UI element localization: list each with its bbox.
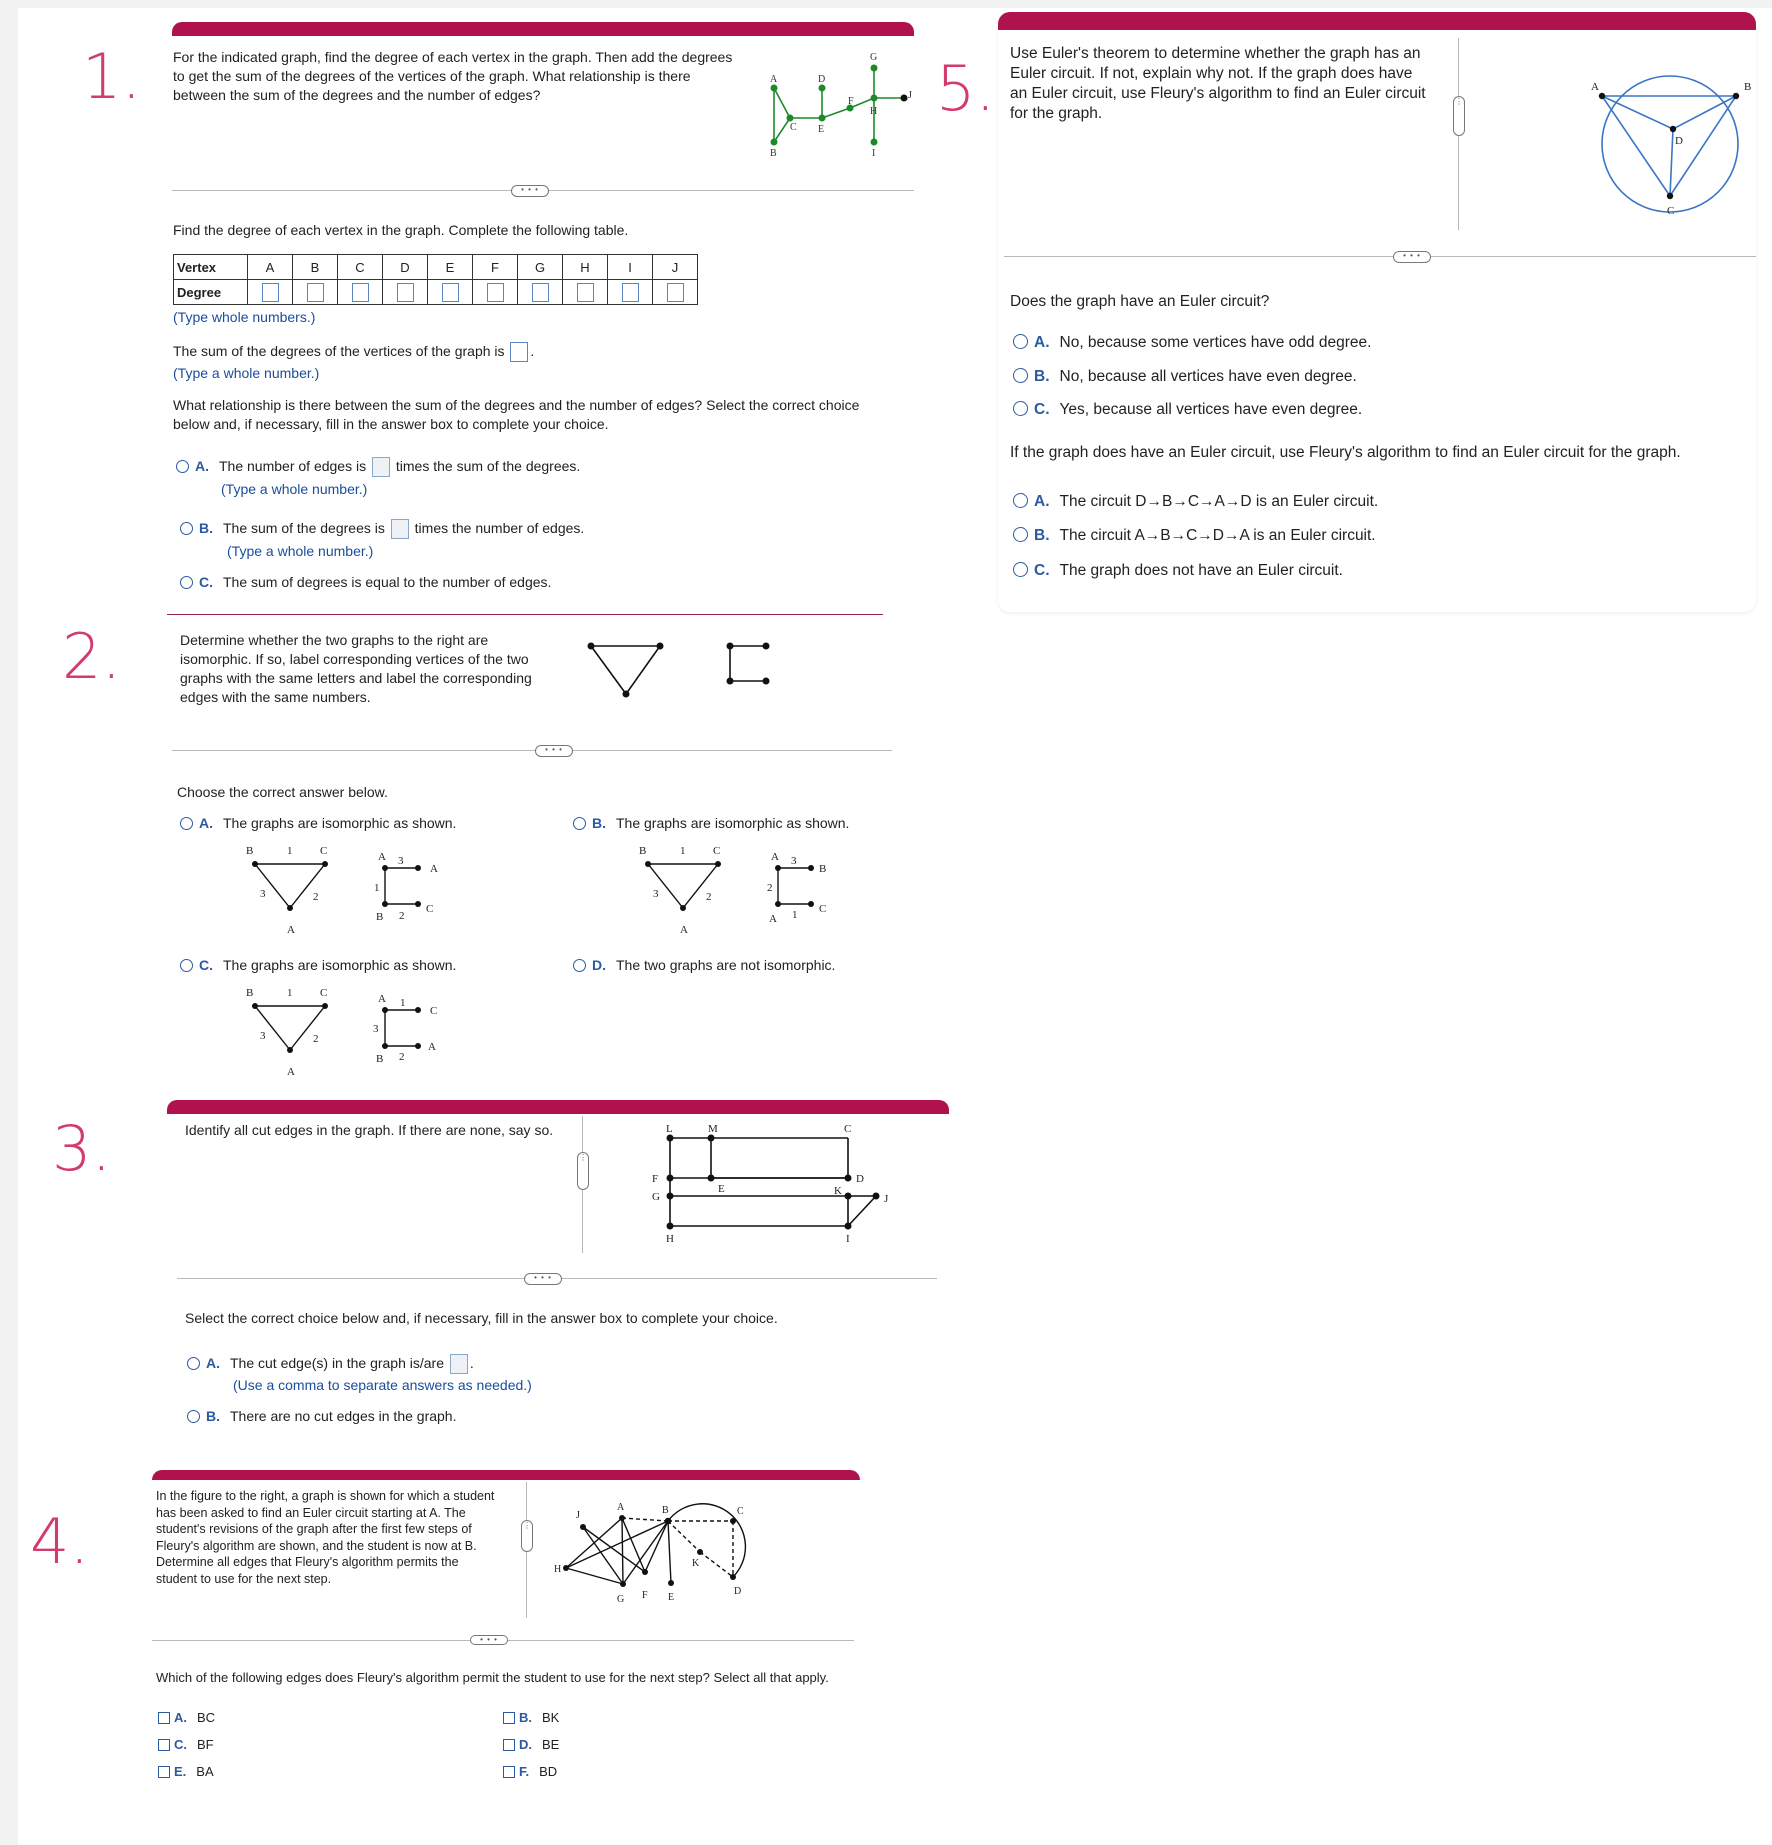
q4-option-c[interactable] — [158, 1735, 214, 1754]
q5-question2: If the graph does have an Euler circuit, use Fleury's algorithm to find an Euler circuit for the graph. — [1010, 444, 1681, 461]
q1-option-b-after: times the number of edges. — [414, 520, 585, 536]
fig-label: B — [246, 987, 254, 999]
q1-table-header: Vertex — [174, 255, 248, 280]
checkbox-icon[interactable] — [158, 1712, 170, 1724]
q1-degree-table — [173, 254, 698, 305]
radio-icon[interactable] — [1013, 334, 1028, 349]
q4-expand-handle[interactable]: ⋮ — [521, 1520, 533, 1552]
q5-q1-option-c-text: Yes, because all vertices have even degree. — [1059, 401, 1363, 418]
fig-label: C — [713, 845, 721, 857]
q3-option-a-text: The cut edge(s) in the graph is/are — [230, 1355, 445, 1371]
fig-label: 1 — [400, 997, 406, 1009]
radio-icon[interactable] — [573, 959, 586, 972]
fig-label: A — [287, 1066, 295, 1078]
degree-input-g[interactable] — [532, 283, 549, 302]
q1-vertex-e: E — [428, 255, 473, 280]
q2-prompt: Determine whether the two graphs to the right are isomorphic. If so, label corresponding vertices of the two graphs with the same letters and label the corresponding edges with the same numbers. — [180, 632, 532, 705]
q1-vertex-c: C — [338, 255, 383, 280]
q2-option-d-letter: D. — [592, 957, 606, 973]
q4-label: J — [576, 1510, 580, 1521]
q1-table-degree-row — [174, 280, 698, 305]
fig-label: A — [378, 851, 386, 863]
radio-icon[interactable] — [573, 817, 586, 830]
q4-label: D — [734, 1586, 742, 1597]
radio-icon[interactable] — [1013, 527, 1028, 542]
q1-label-g: G — [870, 52, 878, 63]
q1-sum-end: . — [530, 343, 535, 359]
degree-input-a[interactable] — [262, 283, 279, 302]
q1-option-a[interactable] — [176, 457, 580, 477]
q5-q2-option-a-text: The circuit D→B→C→A→D is an Euler circuit. — [1059, 493, 1379, 510]
q5-label: A — [1591, 81, 1599, 93]
q3-option-a-hint: (Use a comma to separate answers as needed.) — [233, 1377, 532, 1393]
q1-label-h: H — [870, 106, 878, 117]
fig-label: 3 — [791, 855, 797, 867]
q3-header-band — [167, 1100, 949, 1114]
radio-icon[interactable] — [1013, 368, 1028, 383]
q5-q2-option-c[interactable] — [1013, 561, 1343, 580]
q3-option-b[interactable] — [187, 1407, 456, 1426]
fig-label: 3 — [398, 855, 404, 867]
q2-divider — [172, 750, 892, 751]
q3-label: D — [856, 1173, 864, 1185]
q1-label-f: F — [848, 96, 854, 107]
q1-prompt: For the indicated graph, find the degree of each vertex in the graph. Then add the degrees to get the sum of the degrees of the vertices of the graph. What relationship is there between the sum of the degrees and the number of edges? — [173, 49, 733, 103]
fig-label: 1 — [792, 909, 798, 921]
checkbox-icon[interactable] — [158, 1739, 170, 1751]
q1-option-a-after: times the sum of the degrees. — [395, 458, 581, 474]
fig-label: A — [428, 1041, 436, 1053]
q4-option-b[interactable] — [503, 1708, 559, 1727]
q4-label: K — [692, 1558, 700, 1569]
q3-cut-edges-input[interactable] — [450, 1354, 468, 1374]
q1-vertex-i: I — [608, 255, 653, 280]
degree-input-h[interactable] — [577, 283, 594, 302]
q2-option-b-text: The graphs are isomorphic as shown. — [616, 815, 850, 831]
q5-label: B — [1744, 81, 1752, 93]
q1-sum-prompt: The sum of the degrees of the vertices of the graph is — [173, 343, 505, 359]
q3-instruction: Select the correct choice below and, if necessary, fill in the answer box to complete your choice. — [185, 1310, 778, 1326]
q3-option-a[interactable] — [187, 1354, 474, 1374]
q4-graph — [550, 1500, 780, 1612]
q3-expand-pill[interactable]: • • • — [524, 1273, 562, 1285]
q1-sum-line — [173, 342, 534, 362]
q5-q1-option-a-text: No, because some vertices have odd degree. — [1059, 334, 1372, 351]
q5-header-band — [998, 12, 1756, 30]
q3-label: H — [666, 1233, 674, 1245]
q4-label: B — [662, 1505, 669, 1516]
q1-relationship-prompt: What relationship is there between the sum of the degrees and the number of edges? Select the correct choice below and, if necessary, fill in the answer box to complete your choice. — [173, 397, 860, 432]
q5-q1-option-b-text: No, because all vertices have even degree. — [1059, 368, 1357, 385]
fig-label: 3 — [373, 1023, 379, 1035]
q1-table-hint: (Type whole numbers.) — [173, 309, 316, 325]
q1-option-a-input[interactable] — [372, 457, 390, 477]
q3-label: L — [666, 1123, 673, 1135]
q4-label: H — [554, 1564, 562, 1575]
q1-vertex-j: J — [653, 255, 698, 280]
q1-label-c: C — [790, 122, 797, 133]
q3-label: M — [708, 1123, 718, 1135]
q2-option-d[interactable] — [573, 956, 835, 975]
checkbox-icon[interactable] — [503, 1739, 515, 1751]
q1-vertex-d: D — [383, 255, 428, 280]
q1-vertex-h: H — [563, 255, 608, 280]
q4-option-a-text: BC — [197, 1710, 216, 1725]
q2-option-b-letter: B. — [592, 815, 606, 831]
fig-label: C — [320, 845, 328, 857]
q4-option-e[interactable] — [158, 1762, 214, 1781]
q1-degree-label: Degree — [174, 280, 248, 305]
q5-q2-option-c-letter: C. — [1034, 562, 1050, 579]
q5-divider — [1004, 256, 1756, 257]
q1-vertex-f: F — [473, 255, 518, 280]
fig-label: 1 — [374, 882, 380, 894]
fig-label: 3 — [260, 888, 266, 900]
q3-label: F — [652, 1173, 659, 1185]
radio-icon[interactable] — [1013, 401, 1028, 416]
radio-icon[interactable] — [187, 1410, 200, 1423]
fig-label: A — [430, 863, 438, 875]
fig-label: 3 — [260, 1030, 266, 1042]
q5-prompt: Use Euler's theorem to determine whether the graph has an Euler circuit. If not, explain why not. If the graph does have an Euler circuit, use Fleury's algorithm to find an Euler circuit for the graph. — [1010, 45, 1426, 122]
q1-option-b[interactable] — [180, 519, 584, 539]
fig-label: 2 — [313, 891, 319, 903]
q2-option-b[interactable] — [573, 814, 849, 833]
q4-option-e-text: BA — [196, 1764, 214, 1779]
fig-label: A — [287, 924, 295, 936]
q1-label-e: E — [818, 124, 825, 135]
q1-vertex-a: A — [248, 255, 293, 280]
degree-input-b[interactable] — [307, 283, 324, 302]
fig-label: 1 — [287, 845, 293, 857]
q4-prompt: In the figure to the right, a graph is shown for which a student has been asked to find an Euler circuit starting at A. The student's revisions of the graph after the first few steps of Fleury's algorithm are shown, and the student is now at B. Determine all edges that Fleury's algorithm permits the student to use for the next step. — [156, 1489, 495, 1586]
q4-label: E — [668, 1592, 675, 1603]
fig-label: 2 — [399, 1051, 405, 1063]
q4-option-b-letter: B. — [519, 1710, 532, 1725]
q2-option-c-figure — [240, 982, 450, 1082]
q2-option-a-text: The graphs are isomorphic as shown. — [223, 815, 457, 831]
q3-option-b-letter: B. — [206, 1408, 220, 1424]
q3-label: C — [844, 1123, 852, 1135]
q1-graph — [750, 46, 920, 166]
q1-label-b: B — [770, 148, 777, 159]
q1-option-b-input[interactable] — [391, 519, 409, 539]
degree-input-c[interactable] — [352, 283, 369, 302]
q1-table-header-row — [174, 255, 698, 280]
q4-header-band — [152, 1470, 860, 1480]
checkbox-icon[interactable] — [503, 1766, 515, 1778]
handwritten-number-5: 5. — [936, 52, 996, 125]
radio-icon[interactable] — [176, 460, 189, 473]
q1-label-a: A — [770, 74, 778, 85]
q4-option-a[interactable] — [158, 1708, 215, 1727]
q1-header-band — [172, 22, 914, 36]
degree-input-j[interactable] — [667, 283, 684, 302]
fig-label: A — [680, 924, 688, 936]
fig-label: A — [378, 993, 386, 1005]
fig-label: 2 — [706, 891, 712, 903]
q2-option-a[interactable] — [180, 814, 456, 833]
q2-option-c-letter: C. — [199, 957, 213, 973]
q5-q2-option-c-text: The graph does not have an Euler circuit. — [1059, 562, 1343, 579]
fig-label: 1 — [287, 987, 293, 999]
q3-option-a-after: . — [469, 1355, 474, 1371]
fig-label: A — [771, 851, 779, 863]
handwritten-number-4: 4. — [30, 1505, 90, 1578]
q5-expand-handle[interactable]: ⋮ — [1453, 96, 1465, 136]
q3-label: K — [834, 1185, 842, 1197]
q2-option-a-figure — [240, 840, 450, 940]
degree-input-e[interactable] — [442, 283, 459, 302]
q3-prompt: Identify all cut edges in the graph. If there are none, say so. — [185, 1122, 554, 1138]
q1-label-j: J — [908, 90, 912, 101]
q2-expand-pill[interactable]: • • • — [535, 745, 573, 757]
q4-option-d-letter: D. — [519, 1737, 532, 1752]
fig-label: B — [376, 1053, 384, 1065]
q1-label-d: D — [818, 74, 826, 85]
q1-sum-hint: (Type a whole number.) — [173, 365, 320, 381]
q5-q1-option-b-letter: B. — [1034, 368, 1050, 385]
checkbox-icon[interactable] — [158, 1766, 170, 1778]
q1-option-a-hint: (Type a whole number.) — [221, 481, 368, 497]
q4-label: C — [737, 1506, 744, 1517]
q1-option-c-text: The sum of degrees is equal to the number of edges. — [223, 574, 552, 590]
q1-vertex-b: B — [293, 255, 338, 280]
q5-label: D — [1675, 135, 1683, 147]
handwritten-number-3: 3. — [52, 1112, 112, 1185]
fig-label: 2 — [399, 910, 405, 922]
fig-label: 3 — [653, 888, 659, 900]
q1-option-b-text: The sum of the degrees is — [223, 520, 385, 536]
q3-graph — [640, 1118, 900, 1258]
handwritten-number-1: 1. — [82, 40, 142, 113]
q4-expand-pill[interactable]: • • • — [470, 1635, 508, 1645]
q1-label-i: I — [872, 148, 876, 159]
q4-question: Which of the following edges does Fleury's algorithm permit the student to use for the next step? Select all that apply. — [156, 1670, 829, 1685]
q5-question1: Does the graph have an Euler circuit? — [1010, 293, 1270, 310]
q5-graph — [1586, 68, 1760, 218]
degree-input-d[interactable] — [397, 283, 414, 302]
q4-option-f-text: BD — [539, 1764, 558, 1779]
q1-table-instruction: Find the degree of each vertex in the graph. Complete the following table. — [173, 222, 629, 238]
q1-option-b-letter: B. — [199, 520, 213, 536]
q5-q1-option-b[interactable] — [1013, 367, 1357, 386]
q5-q2-option-a[interactable] — [1013, 492, 1378, 511]
radio-icon[interactable] — [187, 1357, 200, 1370]
q4-option-b-text: BK — [542, 1710, 560, 1725]
fig-label: A — [769, 913, 777, 925]
degree-input-i[interactable] — [622, 283, 639, 302]
q1-option-a-letter: A. — [195, 458, 209, 474]
fig-label: 2 — [767, 882, 773, 894]
fig-label: 1 — [680, 845, 686, 857]
q4-option-a-letter: A. — [174, 1710, 187, 1725]
q4-option-e-letter: E. — [174, 1764, 187, 1779]
fig-label: C — [430, 1005, 438, 1017]
q4-option-f-letter: F. — [519, 1764, 530, 1779]
degree-input-f[interactable] — [487, 283, 504, 302]
q4-label: A — [617, 1502, 625, 1513]
q1-option-c[interactable] — [180, 573, 551, 592]
radio-icon[interactable] — [180, 522, 193, 535]
sum-input[interactable] — [510, 342, 528, 362]
q3-label: I — [846, 1233, 850, 1245]
fig-label: B — [246, 845, 254, 857]
q5-q2-option-b-letter: B. — [1034, 527, 1050, 544]
fig-label: 2 — [313, 1033, 319, 1045]
q5-q2-option-b-text: The circuit A→B→C→D→A is an Euler circuit. — [1059, 527, 1376, 544]
q3-label: E — [718, 1183, 725, 1195]
q4-label: F — [642, 1590, 648, 1601]
q2-choose: Choose the correct answer below. — [177, 784, 388, 800]
q1-option-b-hint: (Type a whole number.) — [227, 543, 374, 559]
q5-label: C — [1667, 205, 1675, 217]
q1-bottom-rule — [167, 614, 883, 615]
checkbox-icon[interactable] — [503, 1712, 515, 1724]
radio-icon[interactable] — [180, 576, 193, 589]
fig-label: B — [819, 863, 827, 875]
q1-expand-pill[interactable]: • • • — [511, 185, 549, 197]
radio-icon[interactable] — [180, 817, 193, 830]
fig-label: C — [819, 903, 827, 915]
q5-q1-option-a-letter: A. — [1034, 334, 1050, 351]
fig-label: B — [376, 911, 384, 923]
q4-option-d[interactable] — [503, 1735, 559, 1754]
q3-label: G — [652, 1191, 660, 1203]
q1-option-c-letter: C. — [199, 574, 213, 590]
q4-label: G — [617, 1594, 625, 1605]
fig-label: C — [426, 903, 434, 915]
q5-q1-option-a[interactable] — [1013, 333, 1371, 352]
fig-label: C — [320, 987, 328, 999]
radio-icon[interactable] — [180, 959, 193, 972]
handwritten-number-2: 2. — [62, 620, 122, 693]
fig-label: B — [639, 845, 647, 857]
q4-option-c-text: BF — [197, 1737, 214, 1752]
q3-expand-handle[interactable]: ⋮ — [577, 1152, 589, 1190]
q2-option-c-text: The graphs are isomorphic as shown. — [223, 957, 457, 973]
radio-icon[interactable] — [1013, 493, 1028, 508]
q2-option-c[interactable] — [180, 956, 456, 975]
q3-option-a-letter: A. — [206, 1355, 220, 1371]
q5-expand-pill[interactable]: • • • — [1393, 251, 1431, 263]
q1-vertex-g: G — [518, 255, 563, 280]
q2-graphs — [580, 634, 780, 700]
q4-option-f[interactable] — [503, 1762, 557, 1781]
q4-option-d-text: BE — [542, 1737, 560, 1752]
q1-option-a-text: The number of edges is — [219, 458, 367, 474]
q5-q2-option-a-letter: A. — [1034, 493, 1050, 510]
radio-icon[interactable] — [1013, 562, 1028, 577]
q3-label: J — [884, 1193, 889, 1205]
q5-q1-option-c-letter: C. — [1034, 401, 1050, 418]
q5-q1-option-c[interactable] — [1013, 400, 1362, 419]
q5-q2-option-b[interactable] — [1013, 526, 1376, 545]
q4-option-c-letter: C. — [174, 1737, 187, 1752]
q2-option-b-figure — [633, 840, 843, 940]
q2-option-d-text: The two graphs are not isomorphic. — [616, 957, 836, 973]
q3-option-b-text: There are no cut edges in the graph. — [230, 1408, 457, 1424]
q2-option-a-letter: A. — [199, 815, 213, 831]
